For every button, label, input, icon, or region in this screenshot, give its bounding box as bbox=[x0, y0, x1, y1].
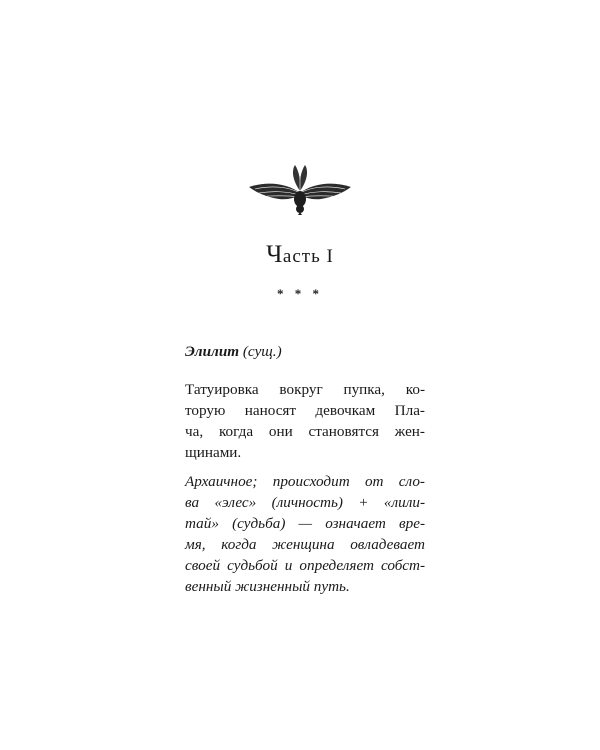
definition-line: щинами. bbox=[185, 444, 242, 461]
entry-definition bbox=[185, 379, 425, 463]
definition-line: ча, когда они становятся жен- bbox=[185, 423, 425, 440]
bird-ornament-icon bbox=[245, 163, 355, 215]
part-title-rest: асть I bbox=[282, 246, 334, 267]
etymology-line: венный жизненный путь. bbox=[185, 578, 350, 595]
etymology-line: мя, когда женщина овладевает bbox=[185, 536, 425, 553]
part-title bbox=[0, 240, 600, 272]
part-title-initial: Ч bbox=[266, 241, 283, 268]
definition-line: Татуировка вокруг пупка, ко- bbox=[185, 381, 425, 398]
etymology-line: Архаичное; происходит от сло- bbox=[185, 473, 425, 490]
section-separator: * * * bbox=[277, 286, 323, 301]
entry-headword: Элилит bbox=[185, 343, 240, 360]
etymology-line: своей судьбой и определяет собст- bbox=[185, 557, 425, 574]
etymology-line: тай» (судьба) — означает вре- bbox=[185, 515, 425, 532]
etymology-line: ва «элес» (личность) + «лили- bbox=[185, 494, 425, 511]
entry-headword-line bbox=[185, 341, 425, 362]
definition-line: торую наносят девочкам Пла- bbox=[185, 402, 425, 419]
entry-etymology bbox=[185, 471, 425, 597]
entry-part-of-speech: (сущ.) bbox=[242, 343, 282, 360]
